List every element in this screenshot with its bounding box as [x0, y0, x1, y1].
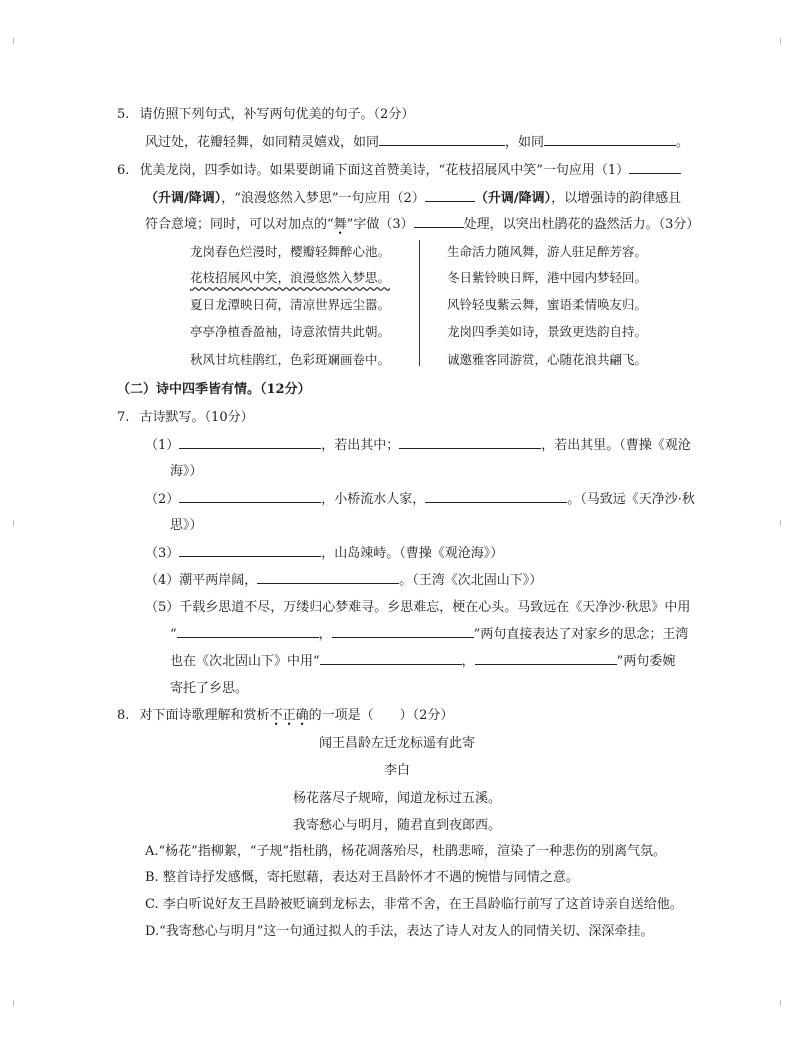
answer-blank[interactable]: [257, 571, 399, 584]
item-text: ”两句直接表达了对家乡的思念；王湾: [473, 627, 689, 642]
question-6-line-1: [117, 159, 681, 178]
question-8: [117, 704, 453, 723]
question-number: 8.: [117, 708, 130, 723]
option-d[interactable]: D.“我寄愁心与明月”这一句通过拟人的手法，表达了诗人对友人的同情关切、深深牵挂。: [145, 924, 654, 939]
item-text: “: [170, 627, 177, 642]
q7-item-1-wrap: 海》）: [170, 464, 203, 479]
poem-divider: [419, 240, 420, 366]
poem-left-line: 龙岗春色烂漫时，樱瓣轻舞醉心池。: [190, 244, 391, 259]
question-number: 5.: [117, 107, 130, 122]
question-text: 请仿照下列句式，补写两句优美的句子。（2分）: [139, 107, 415, 122]
question-text: ，以增强诗的韵律感且: [551, 191, 682, 206]
page-mark: [13, 1000, 14, 1006]
question-6-line-3: [145, 213, 699, 232]
item-text: ，: [318, 627, 332, 642]
q7-item-1: [145, 434, 691, 453]
answer-blank[interactable]: [425, 490, 567, 503]
page-mark: [780, 38, 781, 44]
emphasized-char: 不: [269, 708, 283, 723]
answer-blank[interactable]: [425, 189, 475, 202]
q7-item-2-wrap: 思》）: [170, 518, 203, 533]
q7-item-5-line-3: [170, 650, 675, 669]
poem-right-line: 龙岗四季美如诗，景致更迭韵自持。: [447, 324, 648, 339]
option-c[interactable]: C. 李白听说好友王昌龄被贬谪到龙标去，非常不舍，在王昌龄临行前写了这首诗亲自送给他。: [145, 897, 683, 912]
question-text: ”字做（3）: [346, 217, 414, 232]
poem-left-line: 秋风甘坑桂鹃红，色彩斑斓画卷中。: [190, 352, 391, 367]
answer-blank[interactable]: [399, 436, 541, 449]
poem-right-line: 生命活力随风舞，游人驻足醉芳容。: [447, 244, 648, 259]
q7-item-5-line-4: 寄托了乡思。: [170, 681, 249, 696]
question-7: [117, 406, 254, 425]
q7-item-5-line-1: （5）千载乡思道不尽，万缕归心梦难寻。乡思难忘，梗在心头。马致远在《天净沙·秋思》中用: [145, 600, 691, 615]
q7-item-5-line-2: [170, 623, 688, 642]
question-text: 古诗默写。（10分）: [139, 410, 254, 425]
emphasized-char: 确: [295, 708, 309, 723]
question-number: 7.: [117, 410, 130, 425]
item-text: ，: [461, 654, 475, 669]
question-6-line-2: [145, 187, 681, 206]
emphasized-char: 舞: [333, 217, 347, 232]
answer-blank[interactable]: [320, 652, 462, 665]
item-label: （4）潮平两岸阔，: [145, 573, 258, 588]
poem-left-line: 花枝招展风中笑，浪漫悠然入梦思。: [190, 270, 391, 285]
q5-connector: ，如同: [505, 135, 545, 150]
poem-author: 李白: [383, 763, 410, 778]
poem-right-line: 诚邀雅客同游赏，心随花浪共翩飞。: [447, 352, 648, 367]
page-mark: [780, 1000, 781, 1006]
item-text: ，若出其里。（曹操《观沧: [541, 438, 691, 453]
question-text: ，“浪漫悠然入梦思”一句应用（2）: [221, 191, 425, 206]
item-text: 。（马致远《天净沙·秋: [567, 492, 695, 507]
question-text: 处理，以突出杜鹃花的盎然活力。（3分）: [463, 217, 700, 232]
tone-choice: （升调/降调）: [474, 191, 552, 206]
item-text: ，若出其中；: [321, 438, 400, 453]
emphasized-char: 正: [282, 708, 296, 723]
question-5: [117, 103, 414, 122]
tone-choice: （升调/降调）: [145, 191, 222, 206]
item-text: 也在《次北固山下》中用“: [170, 654, 320, 669]
answer-blank[interactable]: [544, 133, 676, 146]
q7-item-4: [145, 569, 542, 588]
poem-line: 杨花落尽子规啼，闻道龙标过五溪。: [292, 791, 501, 806]
q7-item-3: [145, 542, 503, 561]
q7-item-2: [145, 488, 695, 507]
answer-blank[interactable]: [475, 652, 617, 665]
answer-blank[interactable]: [379, 133, 505, 146]
page-mark: [780, 520, 781, 526]
option-a[interactable]: A.“杨花”指柳絮，“子规”指杜鹃，杨花凋落殆尽，杜鹃悲啼，渲染了一种悲伤的别离气氛。: [145, 844, 667, 859]
answer-blank[interactable]: [179, 544, 321, 557]
item-text: ，小桥流水人家，: [321, 492, 426, 507]
poem-line: 我寄愁心与明月，随君直到夜郎西。: [292, 818, 501, 833]
item-text: ，山岛竦峙。（曹操《观沧海》）: [321, 546, 504, 561]
option-b[interactable]: B. 整首诗抒发感慨，寄托慰藉，表达对王昌龄怀才不遇的惋惜与同情之意。: [145, 870, 579, 885]
poem-right-line: 冬日紫铃映日辉，港中园内梦轻回。: [447, 270, 648, 285]
question-text: 符合意境；同时，可以对加点的“: [145, 217, 334, 232]
poem-right-line: 风铃轻曳紫云舞，蜜语柔情唤友归。: [447, 297, 648, 312]
question-text: 对下面诗歌理解和赏析: [139, 708, 270, 723]
item-label: （1）: [145, 438, 180, 453]
page-mark: [13, 38, 14, 44]
q5-prompt: 风过处，花瓣轻舞，如同精灵嬉戏，如同: [145, 135, 380, 150]
section-heading: （二）诗中四季皆有情。（12分）: [117, 382, 311, 397]
answer-blank[interactable]: [179, 490, 321, 503]
question-number: 6.: [117, 163, 130, 178]
item-label: （3）: [145, 546, 180, 561]
q5-answer-line: [145, 131, 689, 150]
answer-blank[interactable]: [332, 625, 474, 638]
q5-end: 。: [676, 135, 690, 150]
item-text: ”两句委婉: [616, 654, 676, 669]
answer-blank[interactable]: [414, 215, 464, 228]
item-label: （2）: [145, 492, 180, 507]
question-text: 的一项是（ ）（2分）: [308, 708, 454, 723]
answer-blank[interactable]: [629, 161, 681, 174]
poem-left-line: 亭亭净植香盈袖，诗意浓情共此朝。: [190, 324, 391, 339]
item-text: 。（王湾《次北固山下》）: [399, 573, 543, 588]
page-mark: [13, 520, 14, 526]
question-text: 优美龙岗，四季如诗。如果要朗诵下面这首赞美诗，“花枝招展风中笑”一句应用（1）: [139, 163, 630, 178]
poem-title: 闻王昌龄左迁龙标遥有此寄: [318, 736, 475, 751]
answer-blank[interactable]: [177, 625, 319, 638]
poem-left-line: 夏日龙潭映日荷，清凉世界远尘嚣。: [190, 297, 391, 312]
answer-blank[interactable]: [179, 436, 321, 449]
